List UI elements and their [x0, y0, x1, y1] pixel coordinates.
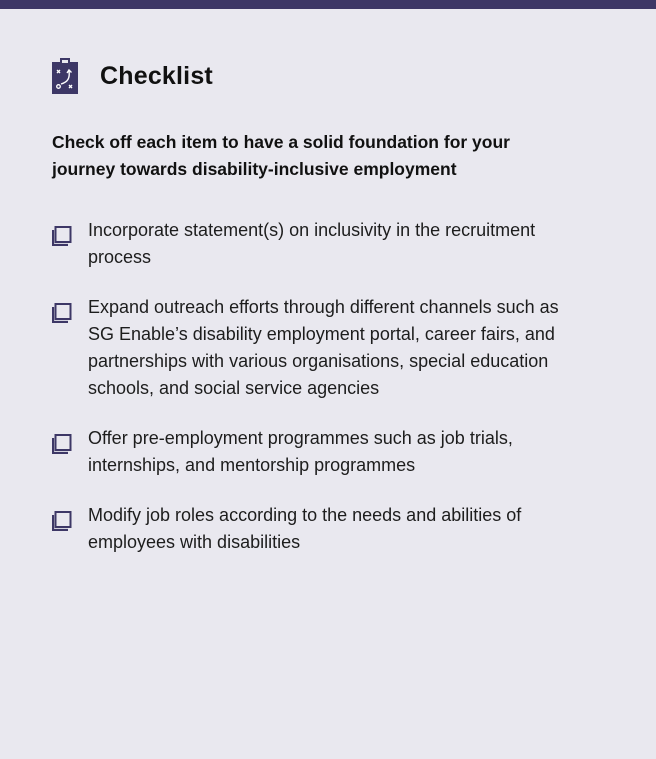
page-title: Checklist [100, 61, 213, 90]
checklist-item-text: Incorporate statement(s) on inclusivity in the recruitment process [88, 220, 536, 267]
checklist-item-text: Modify job roles according to the needs and abilities of employees with disabilities [88, 505, 522, 552]
intro-text: Check off each item to have a solid foundation for your journey towards disability-inclusive employment [52, 132, 510, 179]
checkbox-icon[interactable] [52, 511, 72, 531]
checklist-item-text: Expand outreach efforts through different channels such as SG Enable’s disability employment portal, career fairs, and partnerships with various organisations, special education schools, and social service agencies [88, 297, 559, 398]
list-item [52, 425, 612, 479]
header [52, 58, 213, 94]
checklist [52, 217, 612, 579]
checklist-item-text: Offer pre-employment programmes such as job trials, internships, and mentorship programmes [88, 428, 513, 475]
checkbox-icon[interactable] [52, 226, 72, 246]
clipboard-strategy-icon [52, 58, 78, 94]
list-item [52, 502, 612, 556]
checkbox-icon[interactable] [52, 303, 72, 323]
list-item [52, 217, 612, 271]
checkbox-icon[interactable] [52, 434, 72, 454]
top-accent-bar [0, 0, 656, 9]
list-item [52, 294, 612, 402]
